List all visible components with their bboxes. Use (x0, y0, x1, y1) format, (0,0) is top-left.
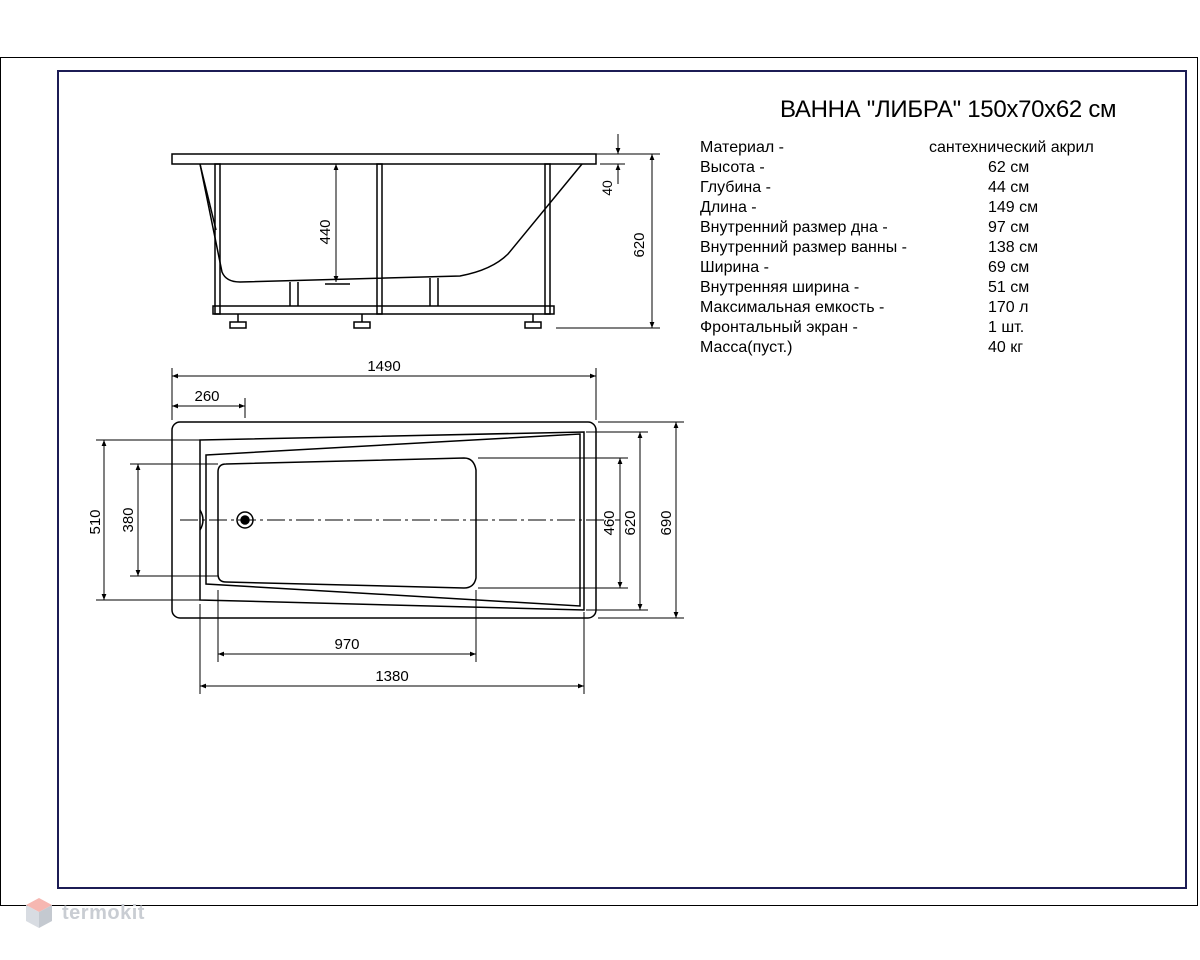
dim-label-inner-length: 1380 (375, 668, 409, 685)
drawing-title: ВАННА "ЛИБРА" 150х70х62 см (780, 96, 1117, 123)
bath-body (200, 164, 582, 282)
spec-value: 51 см (988, 279, 1030, 296)
spec-label: Масса(пуст.) (700, 339, 793, 356)
spec-label: Материал - (700, 139, 784, 156)
spec-label: Глубина - (700, 179, 771, 196)
spec-label: Внутренняя ширина - (700, 279, 860, 296)
support-frame (200, 164, 554, 314)
spec-value: 138 см (988, 239, 1039, 256)
cube-logo-icon (24, 896, 54, 932)
spec-label: Внутренний размер дна - (700, 219, 888, 236)
dim-label-inner-width: 510 (87, 509, 104, 535)
dim-label-head-inner: 460 (601, 510, 618, 536)
bath-rim (172, 154, 596, 164)
spec-label: Длина - (700, 199, 757, 216)
spec-value: 170 л (988, 299, 1029, 316)
spec-label: Максимальная емкость - (700, 299, 885, 316)
spec-label: Высота - (700, 159, 765, 176)
spec-value: 40 кг (988, 339, 1024, 356)
spec-value: 149 см (988, 199, 1039, 216)
dim-label-height: 620 (631, 232, 648, 258)
dim-label-head-mid: 620 (622, 510, 639, 536)
spec-value: 69 см (988, 259, 1030, 276)
side-view (172, 134, 660, 328)
adjustable-feet (230, 314, 541, 328)
bath-bottom (218, 458, 476, 588)
dim-label-length: 1490 (367, 358, 401, 375)
dim-label-total-width: 690 (658, 510, 675, 536)
dim-label-bottom-length: 970 (334, 636, 360, 653)
dim-label-drain-width: 380 (120, 507, 137, 533)
dim-label-depth: 440 (317, 219, 334, 245)
spec-label: Ширина - (700, 259, 769, 276)
dim-label-offset: 260 (194, 388, 220, 405)
spec-value: 62 см (988, 159, 1030, 176)
spec-value: сантехнический акрил (929, 139, 1094, 156)
watermark-text: termokit (62, 902, 145, 924)
top-view (96, 368, 684, 694)
spec-value: 1 шт. (988, 319, 1025, 336)
spec-label: Фронтальный экран - (700, 319, 858, 336)
spec-value: 97 см (988, 219, 1030, 236)
dim-label-rim: 40 (599, 180, 615, 196)
spec-label: Внутренний размер ванны - (700, 239, 907, 256)
spec-value: 44 см (988, 179, 1030, 196)
